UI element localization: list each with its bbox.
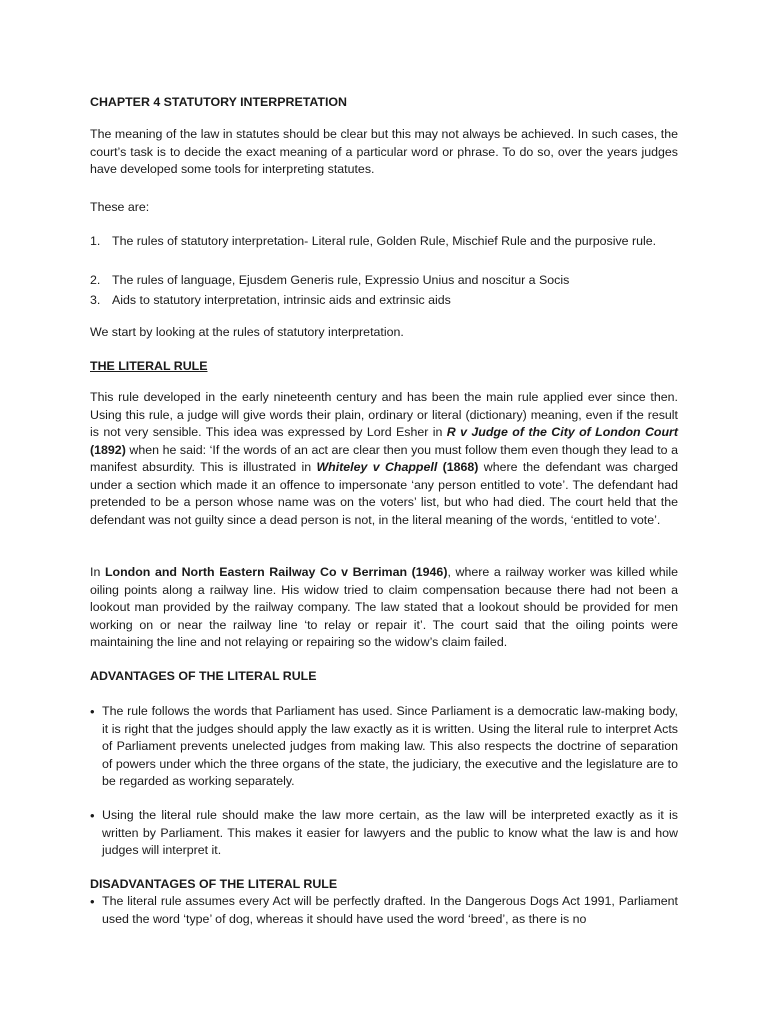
paragraph-text: , where a railway worker was killed while oiling points along a railway line. His widow tried to claim compensation because there had not been a lookout man provided by the railway company. The law stated that a lookout should be provided for men working on or near the railway line ‘to relay or repair it’. The court said that the oiling points were maintaining the line and not relaying or repairing so the widow’s claim failed. [90, 565, 678, 649]
list-item-text: The rules of language, Ejusdem Generis rule, Expressio Unius and noscitur a Socis [112, 273, 570, 287]
list-item-text: Using the literal rule should make the law more certain, as the law will be interpreted exactly as it is written by Parliament. This makes it easier for lawyers and the public to know what the law is and how judges will interpret it. [102, 808, 678, 857]
list-item [90, 703, 678, 791]
list-item [90, 291, 678, 310]
paragraph-text: where the defendant was charged under a section which made it an offence to impersonate ‘any person entitled to vote’. The defendant had pretended to be a person whose name was on the voters’ list, but who had died. The court held that the defendant was not guilty since a dead person is not, in the literal meaning of the words, ‘entitled to vote’. [90, 460, 678, 527]
chapter-title: CHAPTER 4 STATUTORY INTERPRETATION [90, 95, 347, 109]
paragraph-text: In [90, 565, 105, 579]
list-item-text: The rules of statutory interpretation- Literal rule, Golden Rule, Mischief Rule and the purposive rule. [112, 234, 657, 248]
list-number: 3. [90, 293, 101, 307]
intro-paragraph: The meaning of the law in statutes should be clear but this may not always be achieved. In such cases, the court’s task is to decide the exact meaning of a particular word or phrase. To do so, over the years judges have developed some tools for interpreting statutes. [90, 127, 678, 176]
bullet-icon: • [90, 894, 95, 909]
bullet-icon: • [90, 704, 95, 719]
case-name-r-v-judge: R v Judge of the City of London Court [446, 425, 678, 439]
list-item-text: The rule follows the words that Parliament has used. Since Parliament is a democratic law-making body, it is right that the judges should apply the law exactly as it is written. Using the literal rule to interpret Acts of Parliament prevents unelected judges from making law. This also respects the doctrine of separation of powers under which the three organs of the state, the judiciary, the executive and the legislature are to be regarded as working separately. [102, 704, 678, 788]
case-year: (1868) [437, 460, 479, 474]
these-are-label: These are: [90, 200, 150, 214]
list-item [90, 232, 678, 251]
paragraph-text: when he said: ‘If the words of an act are clear then you must follow them even though they lead to a manifest absurdity. This is illustrated in [90, 442, 678, 474]
literal-rule-heading: THE LITERAL RULE [90, 359, 208, 373]
bullet-icon: • [90, 808, 95, 823]
paragraph-text: This rule developed in the early nineteenth century and has been the main rule applied ever since then. Using this rule, a judge will give words their plain, ordinary or literal (dictionary) meaning, even if the result is not very sensible. This idea was expressed by Lord Esher in [90, 390, 678, 439]
list-item [90, 893, 678, 928]
advantages-heading: ADVANTAGES OF THE LITERAL RULE [90, 669, 317, 683]
disadvantages-heading: DISADVANTAGES OF THE LITERAL RULE [90, 877, 338, 891]
list-item [90, 271, 678, 290]
list-number: 1. [90, 234, 101, 248]
list-number: 2. [90, 273, 101, 287]
literal-rule-paragraph-2 [90, 564, 678, 652]
start-sentence: We start by looking at the rules of statutory interpretation. [90, 325, 404, 339]
case-name-berriman: London and North Eastern Railway Co v Berriman (1946) [104, 565, 448, 579]
list-item [90, 807, 678, 860]
case-name-whiteley: Whiteley v Chappell [316, 460, 438, 474]
case-year: (1892) [90, 442, 126, 457]
list-item-text: Aids to statutory interpretation, intrinsic aids and extrinsic aids [112, 293, 451, 307]
literal-rule-paragraph-1 [90, 389, 678, 529]
list-item-text: The literal rule assumes every Act will be perfectly drafted. In the Dangerous Dogs Act 1991, Parliament used the word ‘type’ of dog, whereas it should have used the word ‘breed’, as there is no [102, 894, 678, 926]
